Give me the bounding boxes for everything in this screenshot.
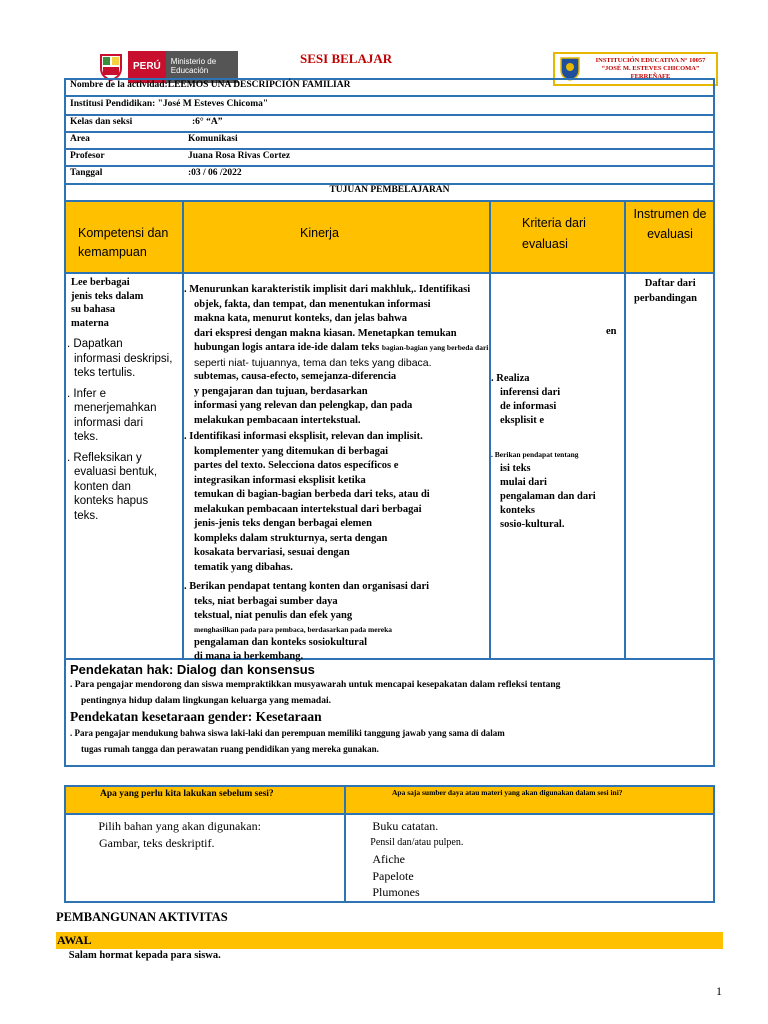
list-item: Plumones xyxy=(360,885,408,899)
date-row xyxy=(66,167,713,185)
col-criteria-header: Kriteria dari evaluasi xyxy=(522,216,586,251)
teacher-row xyxy=(66,150,713,167)
competence-text: Lee berbagai jenis teks dalam su bahasa materna xyxy=(71,277,144,329)
greeting-step: Salam hormat kepada para siswa. xyxy=(58,950,210,961)
class-value: :6° “A” xyxy=(192,117,223,127)
divider xyxy=(344,787,346,901)
page-number: 1 xyxy=(716,984,722,998)
list-item: Buku catatan. xyxy=(360,819,426,833)
criteria-extra: en xyxy=(606,326,617,337)
institution-name: INSTITUCIÓN EDUCATIVA N° 10057 “JOSÉ M. ESTEVES CHICOMA” FERREÑAFE xyxy=(595,57,706,80)
page-title: SESI BELAJAR xyxy=(300,51,393,66)
activity-row xyxy=(66,80,713,97)
class-row xyxy=(66,116,713,133)
start-section-heading: AWAL xyxy=(56,932,723,949)
teacher-label: Profesor xyxy=(70,151,105,161)
date-value: :03 / 06 /2022 xyxy=(188,168,242,178)
prep-answer-1: Pilih bahan yang akan digunakan: Gambar, teks deskriptif. xyxy=(86,819,249,850)
performance-text: . Menurunkan karakteristik implisit dari makhluk,. Identifikasi objek, fakta, dan tempat, dan menentukan informasi makna kata, menurut konteks, dan jelas bahwa dari ekspresi dengan makna kiasan. Menetapkan temukan hubungan logis antara ide-ide dalam teks bagian-bagian yang berbeda dari seperti niat- tujuannya, tema dan teks yang dibaca. subtemas, causa-efecto, semejanza-diferencia y pengajaran dan tujuan, berdasarkan informasi yang relevan dan pelengkap, dan pada melakukan pembacaan intertekstual. . Identifikasi informasi eksplisit, relevan dan implisit. komplementer yang ditemukan di berbagai partes del texto. Selecciona datos específicos e integrasikan informasi eksplisit ketika temukan di bagian-bagian berbeda dari teks, atau di melakukan pembacaan intertekstual dari berbagai jenis-jenis teks dengan berbagai elemen kompleks dalam strukturnya, serta dengan kosakata bervariasi, sesuai dengan tematik yang dibahas. . Berikan pendapat tentang konten dan organisasi dari teks, niat berbagai sumber daya tekstual, niat penulis dan efek yang menghasilkan pada para pembaca, berdasarkan pada mereka pengalaman dan konteks sosiokultural di mana ia berkembang. xyxy=(184,284,489,662)
objectives-title: TUJUAN PEMBELAJARAN xyxy=(66,185,713,202)
col-performance-header: Kinerja xyxy=(300,226,339,240)
area-row xyxy=(66,133,713,150)
approach-rights-heading: Pendekatan hak: Dialog dan konsensus xyxy=(70,662,315,677)
prep-question-2: Apa saja sumber daya atau materi yang akan digunakan dalam sesi ini? xyxy=(392,788,623,797)
area-label: Area xyxy=(70,134,90,144)
area-value: Komunikasi xyxy=(188,134,238,144)
capacities-list: . Dapatkan informasi deskripsi, teks tertulis. . Infer e menerjemahkan informasi dari teks. . Refleksikan y evaluasi bentuk, konten dan konteks hapus teks. xyxy=(67,338,173,522)
col-competence-header: Kompetensi dan kemampuan xyxy=(78,226,169,259)
activity-value: LEEMOS UNA DESCRIPCIÓN FAMILIAR xyxy=(167,80,351,90)
list-item: Afiche xyxy=(360,852,393,866)
instrument-text: Daftar dari perbandingan xyxy=(634,278,698,304)
prep-question-1: Apa yang perlu kita lakukan sebelum sesi? xyxy=(100,789,274,799)
col-instrument-header: Instrumen de evaluasi xyxy=(633,207,707,241)
approaches-section: Pendekatan hak: Dialog dan konsensus . Para pengajar mendorong dan siswa mempraktikkan musyawarah untuk mencapai kesepakatan dalam refleksi tentang pentingnya hidup dalam lingkungan keluarga yang memadai. Pendekatan kesetaraan gender: Kesetaraan . Para pengajar mendukung bahwa siswa laki-laki dan perempuan memiliki tanggung jawab yang sama di dalam tugas rumah tangga dan perawatan ruang pendidikan yang mereka gunakan. xyxy=(70,662,710,754)
activities-title: PEMBANGUNAN AKTIVITAS xyxy=(56,910,228,924)
approach-rights-text: . Para pengajar mendorong dan siswa mempraktikkan musyawarah untuk mencapai kesepakatan dalam refleksi tentang xyxy=(70,680,561,690)
class-label: Kelas dan seksi xyxy=(70,117,133,127)
activity-label: Nombre de la actividad: xyxy=(70,80,168,90)
criteria-text: . Realiza inferensi dari de informasi eksplisit e . Berikan pendapat tentang isi teks mulai dari pengalaman dan dari konteks sosio-kultural. xyxy=(491,373,596,530)
institution-value: Institusi Pendidikan: "José M Esteves Chicoma" xyxy=(70,99,269,109)
institution-row xyxy=(66,97,713,116)
ministry-name: Ministerio de Educación xyxy=(166,51,238,83)
teacher-value: Juana Rosa Rivas Cortez xyxy=(188,151,291,161)
divider xyxy=(624,202,626,659)
materials-list xyxy=(360,818,700,901)
list-item: Papelote xyxy=(360,868,402,883)
approach-gender-heading: Pendekatan kesetaraan gender: Kesetaraan xyxy=(70,709,322,724)
date-label: Tanggal xyxy=(70,168,103,178)
peru-brand: PERÚ xyxy=(128,51,166,83)
approach-gender-text: . Para pengajar mendukung bahwa siswa laki-laki dan perempuan memiliki tanggung jawab yang sama di dalam xyxy=(70,728,505,738)
list-item: Pensil dan/atau pulpen. xyxy=(360,836,454,848)
